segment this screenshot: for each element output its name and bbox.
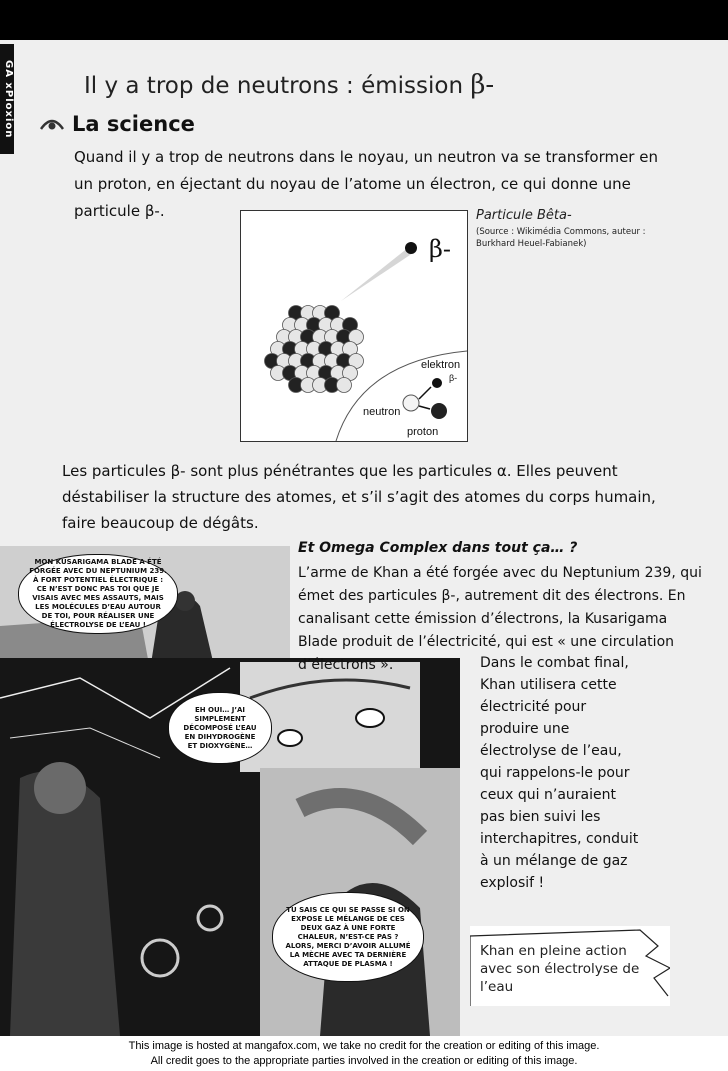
footer-line-1: This image is hosted at mangafox.com, we take no credit for the creation or editing of this image. — [128, 1040, 600, 1052]
side-tab: GA xPloxion — [0, 44, 14, 154]
nucleon — [337, 378, 352, 393]
manga-panel-main — [0, 658, 460, 1036]
beta-decay-diagram — [241, 211, 467, 441]
proton-label: proton — [407, 426, 439, 438]
speech-bubble-2: EH OUI… J’AI SIMPLEMENT DÉCOMPOSÉ L’EAU EN DIHYDROGÈNE ET DIOXYGÈNE… — [168, 692, 272, 764]
manga-panel-top — [0, 546, 290, 670]
beta-particle-figure — [240, 210, 468, 442]
proton-ball — [431, 403, 447, 419]
neutron-ball — [403, 395, 419, 411]
beta-label: β- — [429, 235, 451, 263]
speech-bubble-1: MON KUSARIGAMA BLADE A ÉTÉ FORGÉE AVEC DU NEPTUNIUM 239. À FORT POTENTIEL ÉLECTRIQUE : CE N’EST DONC PAS TOI QUE JE VISAIS AVEC MES ASSAUTS, MAIS LES MOLÉCULES D’EAU AUTOUR DE TOI, POUR RÉALISER UNE ÉLECTROLYSE DE L’EAU ! — [18, 554, 178, 634]
manga-page — [0, 40, 728, 1036]
title-text: Il y a trop de neutrons : émission — [84, 73, 471, 99]
science-paragraph: Quand il y a trop de neutrons dans le noyau, un neutron va se transformer en un proton, en éjectant du noyau de l’atome un électron, ce qui donne une particule β-. — [74, 148, 658, 220]
page-title — [84, 70, 494, 100]
figure-caption — [476, 208, 676, 250]
omega-paragraph: L’arme de Khan a été forgée avec du Neptunium 239, qui émet des particules β-, autrement dit des électrons. En canalisant cette émission d’électrons, la Kusarigama Blade produit de l’électricité, qui est « une circulation d’électrons ». — [298, 565, 702, 673]
eye-icon — [40, 117, 64, 131]
caption-title: Particule Bêta- — [476, 208, 572, 223]
final-combat-paragraph: Dans le combat final, Khan utilisera cette électricité pour produire une électrolyse de l’eau, qui rappelons-le pour ceux qui n’auraient pas bien suivi les interchapitres, conduit à un mélange de gaz explosif ! — [480, 655, 639, 891]
speech-bubble-3: TU SAIS CE QUI SE PASSE SI ON EXPOSE LE MÉLANGE DE CES DEUX GAZ À UNE FORTE CHALEUR, N’EST-CE PAS ? ALORS, MERCI D’AVOIR ALLUMÉ LA MÈCHE AVEC TA DERNIÈRE ATTAQUE DE PLASMA ! — [272, 892, 424, 982]
elektron-label: elektron — [421, 359, 461, 371]
atom-nucleus — [265, 306, 364, 393]
caption-source: (Source : Wikimédia Commons, auteur : Burkhard Heuel-Fabianek) — [476, 227, 646, 249]
khan-caption-text: Khan en pleine action avec son électrolyse de l’eau — [480, 943, 640, 995]
khan-caption-box — [470, 926, 670, 1006]
neutron-label: neutron — [363, 406, 401, 418]
ejected-electron — [405, 242, 417, 254]
electron-ball — [432, 378, 442, 388]
science-heading — [40, 112, 195, 136]
title-beta-symbol: β- — [470, 70, 495, 100]
footer-line-2: All credit goes to the appropriate parties involved in the creation or editing of this image. — [150, 1055, 578, 1067]
science-heading-text: La science — [72, 112, 195, 136]
omega-heading: Et Omega Complex dans tout ça… ? — [298, 540, 578, 556]
hosting-footer — [0, 1036, 728, 1071]
top-black-bar — [0, 0, 728, 40]
beta-penetration-paragraph: Les particules β- sont plus pénétrantes que les particules α. Elles peuvent déstabiliser la structure des atomes, et s’il s’agit des atomes du corps humain, faire beaucoup de dégâts. — [62, 462, 656, 532]
beta-small-label: β- — [449, 373, 458, 383]
